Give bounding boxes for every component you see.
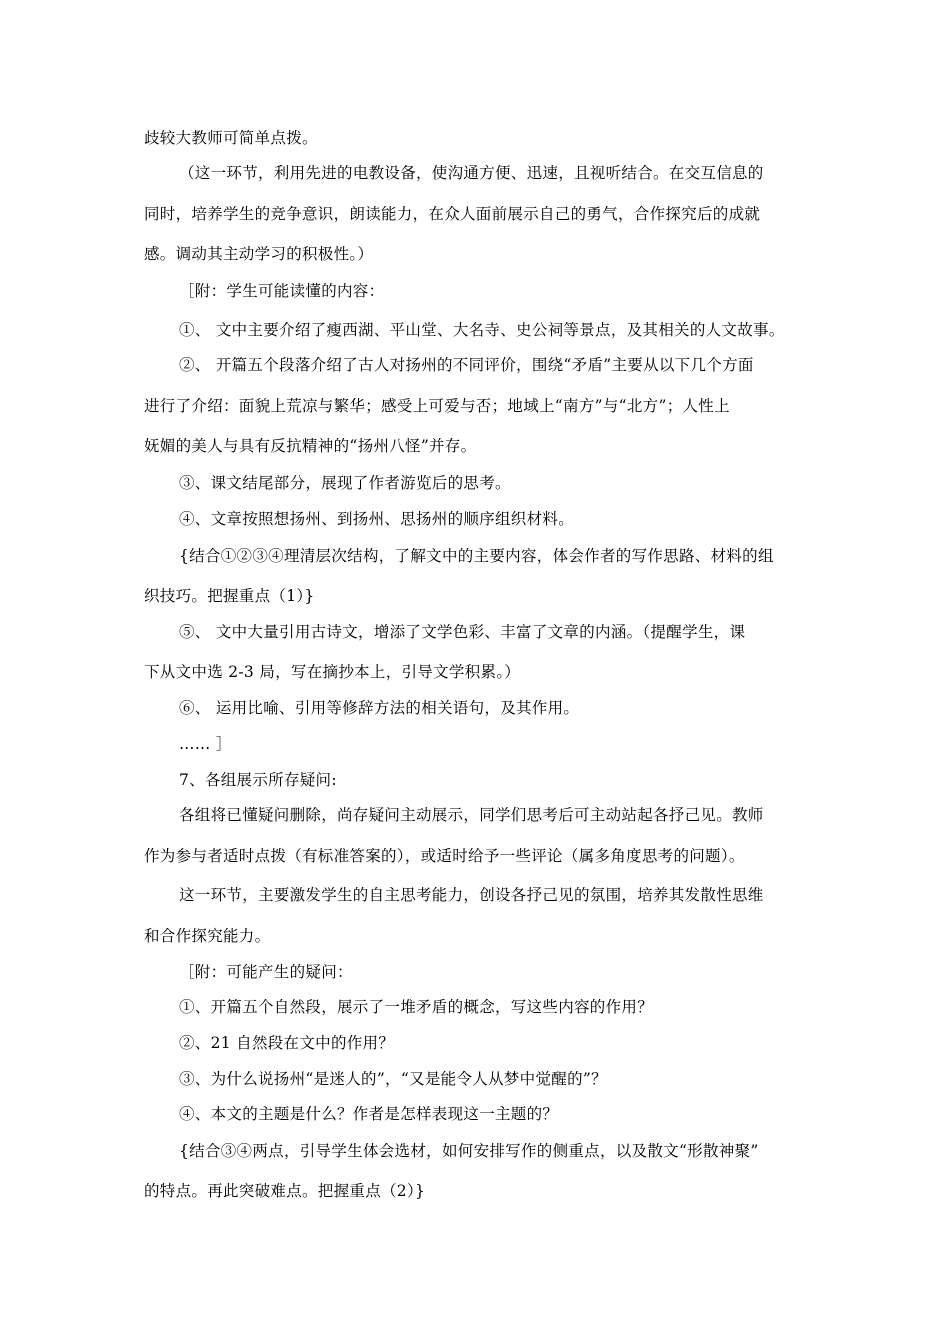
text-line: ③、为什么说扬州“是迷人的”，“又是能令人从梦中觉醒的”？ xyxy=(179,1070,607,1088)
text-line: …… ］ xyxy=(179,735,232,753)
text-line: ③、课文结尾部分，展现了作者游览后的思考。 xyxy=(179,474,511,492)
text-line: 感。调动其主动学习的积极性。） xyxy=(144,245,374,263)
text-line: 作为参与者适时点拨（有标准答案的），或适时给予一些评论（属多角度思考的问题）。 xyxy=(144,847,745,865)
text-line: 各组将已懂疑问删除，尚存疑问主动展示，同学们思考后可主动站起各抒己见。教师 xyxy=(179,806,764,824)
text-line: 和合作探究能力。 xyxy=(144,927,271,945)
text-line: 妩媚的美人与具有反抗精神的“扬州八怪”并存。 xyxy=(144,437,477,455)
text-line: 织技巧。把握重点（1）} xyxy=(144,587,315,605)
text-line: （这一环节，利用先进的电教设备，使沟通方便、迅速，且视听结合。在交互信息的 xyxy=(179,164,764,182)
text-line: 7、各组展示所存疑问: xyxy=(179,771,337,789)
text-line: ②、 开篇五个段落介绍了古人对扬州的不同评价，围绕“矛盾”主要从以下几个方面 xyxy=(179,356,754,374)
text-line: ④、本文的主题是什么？作者是怎样表现这一主题的？ xyxy=(179,1105,559,1123)
text-line: ①、开篇五个自然段，展示了一堆矛盾的概念，写这些内容的作用？ xyxy=(179,998,654,1016)
text-line: {结合①②③④理清层次结构，了解文中的主要内容，体会作者的写作思路、材料的组 xyxy=(179,547,774,565)
text-line: 下从文中选 2-3 局，写在摘抄本上，引导文学积累。） xyxy=(144,663,521,681)
text-line: ⑤、 文中大量引用古诗文，增添了文学色彩、丰富了文章的内涵。（提醒学生，课 xyxy=(179,623,746,641)
text-line: 这一环节，主要激发学生的自主思考能力，创设各抒己见的氛围，培养其发散性思维 xyxy=(179,886,764,904)
text-line: ②、21 自然段在文中的作用？ xyxy=(179,1034,395,1052)
text-line: 进行了介绍：面貌上荒凉与繁华；感受上可爱与否；地域上“南方”与“北方”；人性上 xyxy=(144,397,730,415)
text-line: ①、 文中主要介绍了瘦西湖、平山堂、大名寺、史公祠等景点，及其相关的人文故事。 xyxy=(179,321,785,339)
text-line: ④、文章按照想扬州、到扬州、思扬州的顺序组织材料。 xyxy=(179,510,575,528)
text-line: {结合③④两点，引导学生体会选材，如何安排写作的侧重点，以及散文“形散神聚” xyxy=(179,1142,759,1160)
text-line: 歧较大教师可简单点拨。 xyxy=(144,129,318,147)
text-line: ［附：可能产生的疑问： xyxy=(179,963,353,981)
text-line: ⑥、 运用比喻、引用等修辞方法的相关语句，及其作用。 xyxy=(179,699,580,717)
text-line: 同时，培养学生的竞争意识，朗读能力，在众人面前展示自己的勇气，合作探究后的成就 xyxy=(144,205,761,223)
text-line: 的特点。再此突破难点。把握重点（2）} xyxy=(144,1182,426,1200)
text-line: ［附：学生可能读懂的内容： xyxy=(179,282,385,300)
